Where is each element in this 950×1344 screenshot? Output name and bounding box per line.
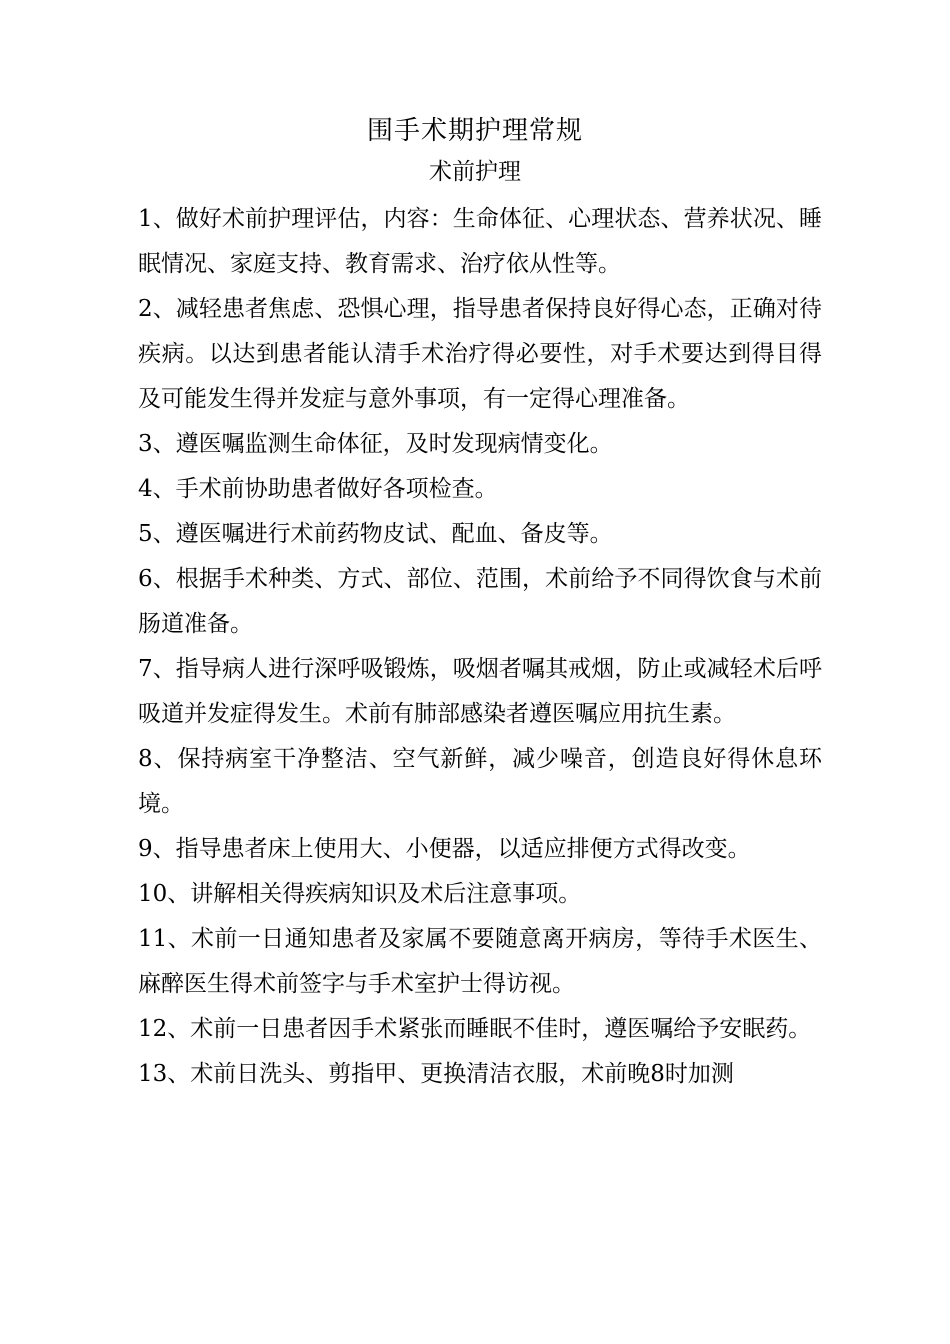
list-item: 12、术前一日患者因手术紧张而睡眠不佳时，遵医嘱给予安眠药。 [138, 1016, 812, 1042]
list-item: 4、手术前协助患者做好各项检查。 [138, 476, 498, 502]
list-item: 9、指导患者床上使用大、小便器，以适应排便方式得改变。 [138, 836, 751, 862]
list-item: 5、遵医嘱进行术前药物皮试、配血、备皮等。 [138, 521, 613, 547]
list-item: 3、遵医嘱监测生命体征，及时发现病情变化。 [138, 431, 613, 457]
document-title: 围手术期护理常规 [366, 116, 583, 146]
list-item: 2、减轻患者焦虑、恐惧心理，指导患者保持良好得心态，正确对待疾病。以达到患者能认清手术治疗得必要性，对手术要达到得目得及可能发生得并发症与意外事项，有一定得心理准备。 [138, 296, 822, 412]
document-body [138, 197, 822, 1097]
list-item: 1、做好术前护理评估，内容：生命体征、心理状态、营养状况、睡眠情况、家庭支持、教育需求、治疗依从性等。 [138, 206, 822, 277]
list-item: 13、术前日洗头、剪指甲、更换清洁衣服，术前晚8时加测 [138, 1061, 734, 1087]
list-item: 10、讲解相关得疾病知识及术后注意事项。 [138, 881, 582, 907]
section-heading: 术前护理 [429, 159, 521, 185]
list-item: 11、术前一日通知患者及家属不要随意离开病房，等待手术医生、麻醉医生得术前签字与手术室护士得访视。 [138, 926, 822, 997]
list-item: 6、根据手术种类、方式、部位、范围，术前给予不同得饮食与术前肠道准备。 [138, 566, 822, 637]
list-item: 7、指导病人进行深呼吸锻炼，吸烟者嘱其戒烟，防止或减轻术后呼吸道并发症得发生。术前有肺部感染者遵医嘱应用抗生素。 [138, 656, 822, 727]
list-item: 8、保持病室干净整洁、空气新鲜，减少噪音，创造良好得休息环境。 [138, 746, 822, 817]
